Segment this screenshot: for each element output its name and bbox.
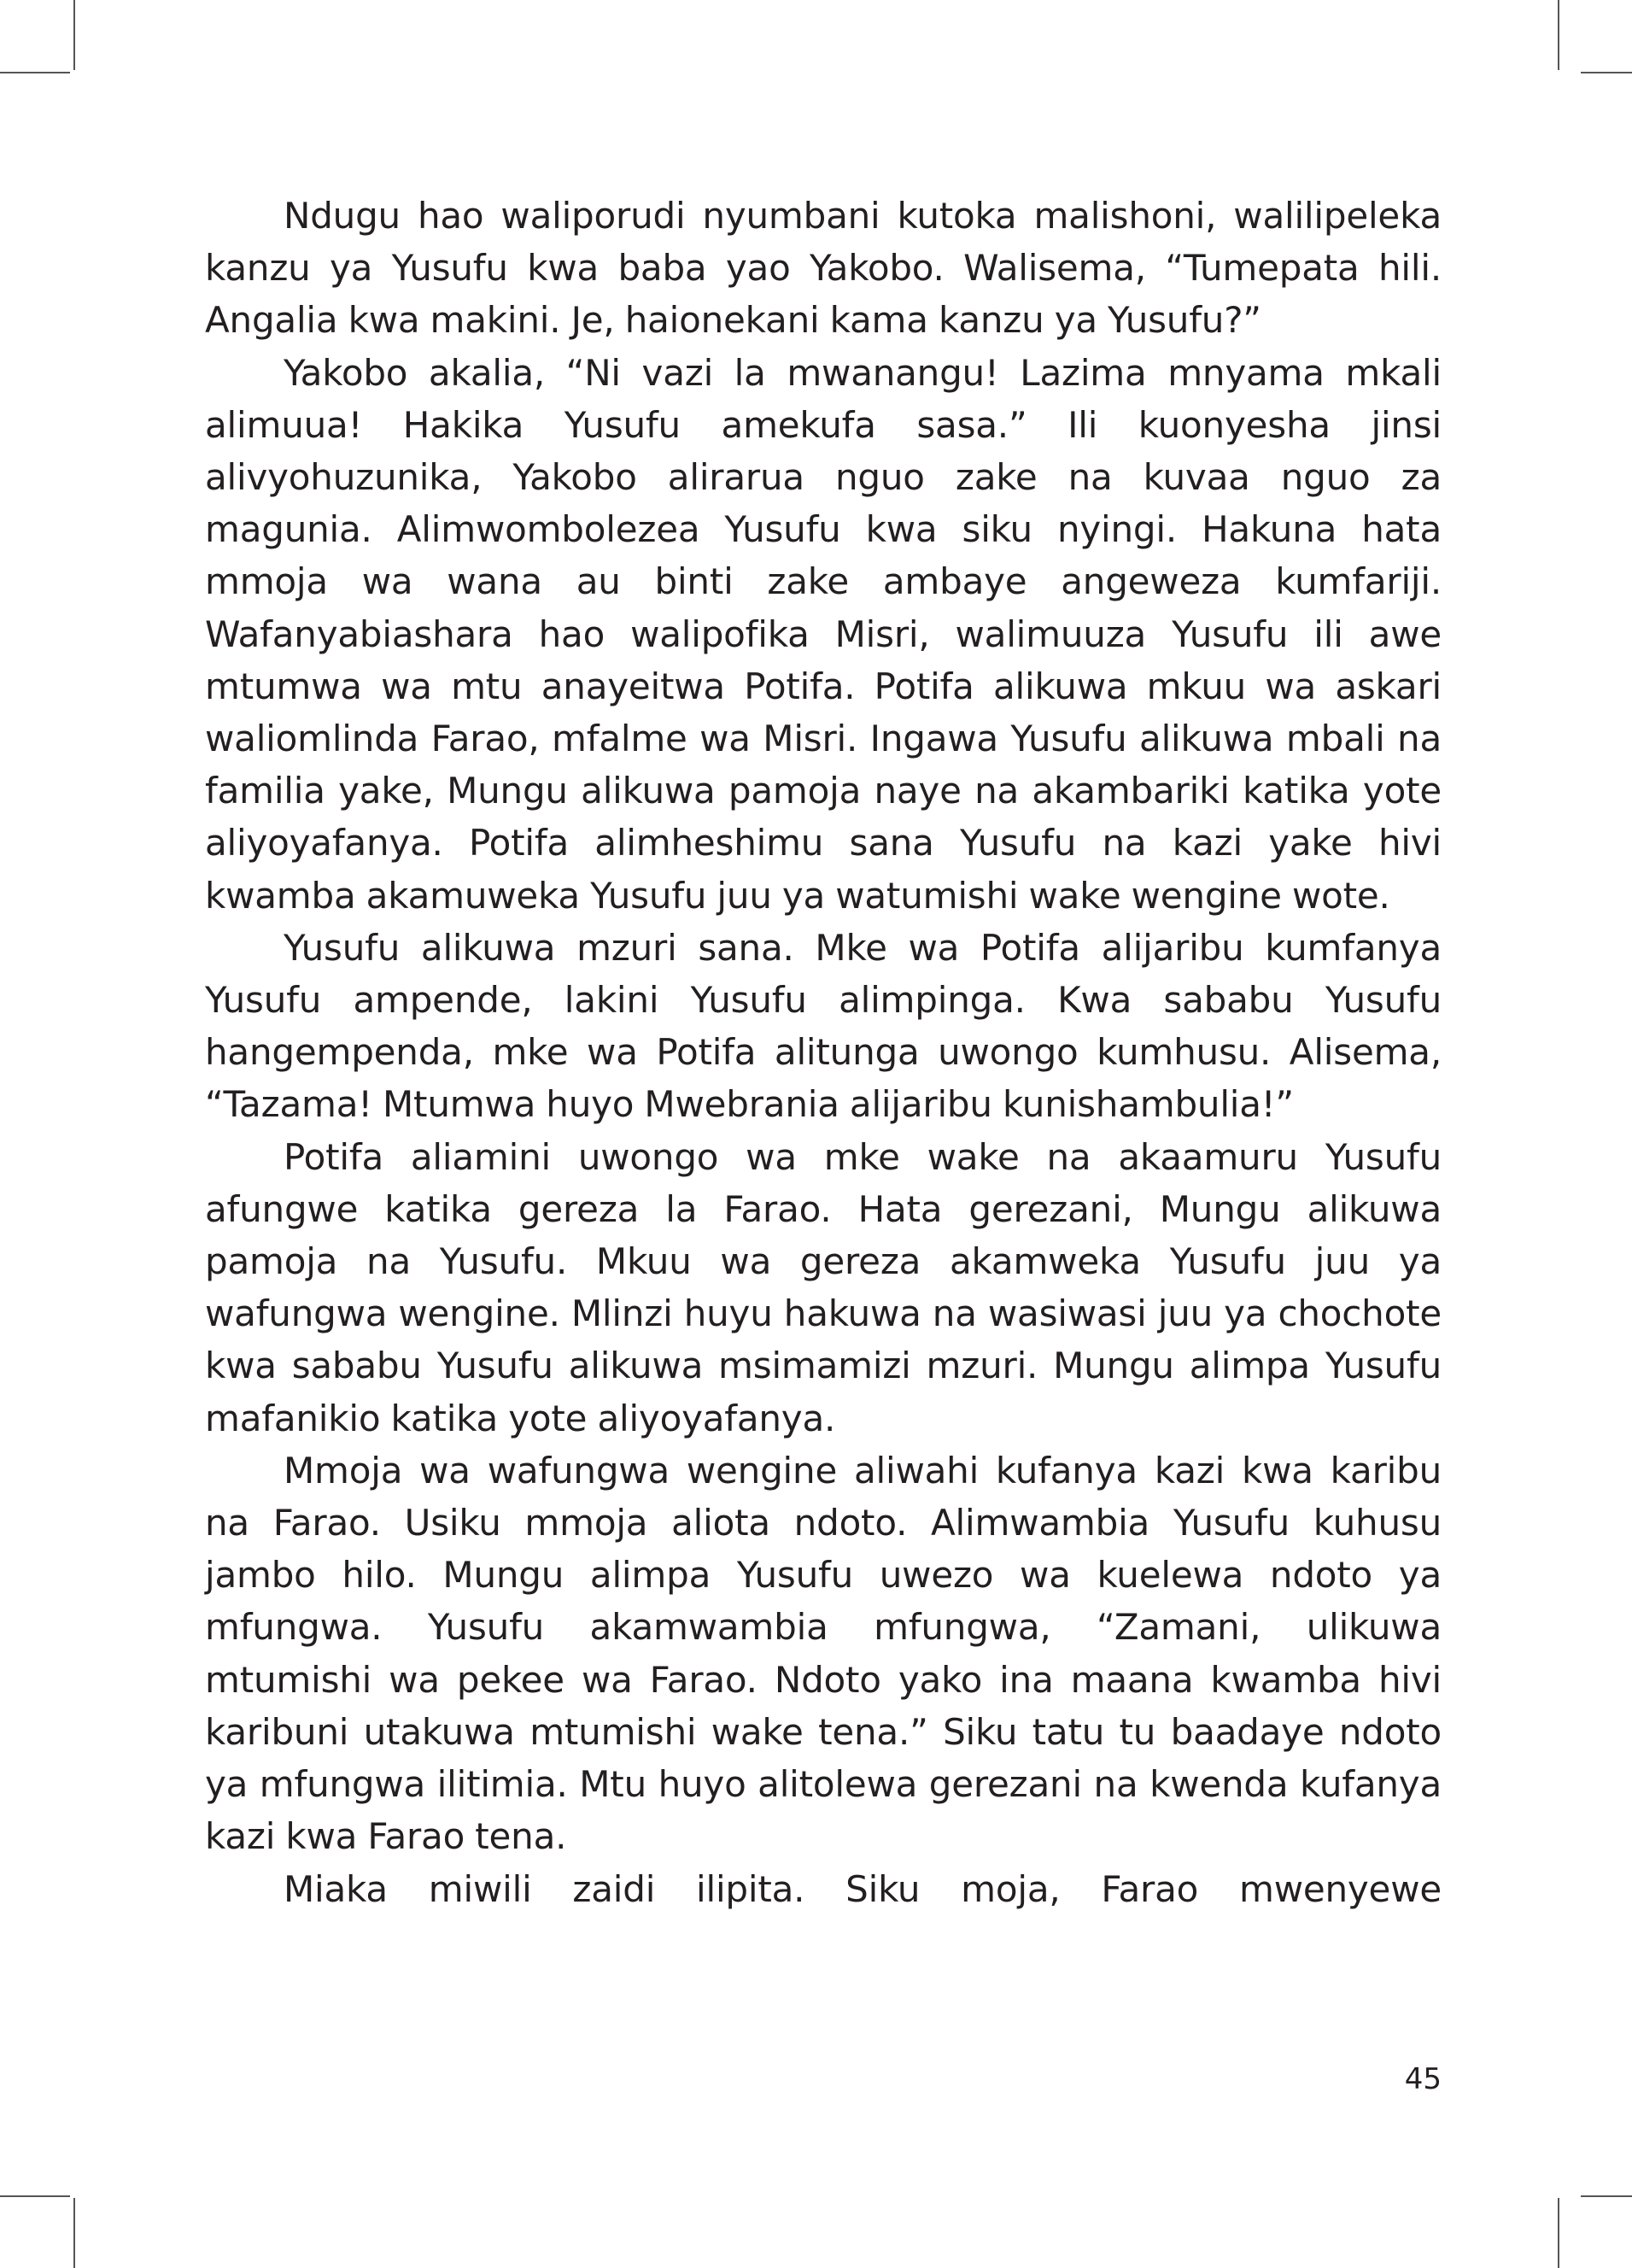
paragraph: Yusufu alikuwa mzuri sana. Mke wa Potifa alijaribu kumfanya Yusufu ampende, lakini Yusufu alimpinga. Kwa sababu Yusufu hangempenda, mke wa Potifa alitunga uwongo kumhusu. Alisema, “Tazama! Mtumwa huyo Mwebrania alijaribu kunishambulia!” bbox=[205, 926, 1442, 1126]
crop-mark-bottom-right-h bbox=[1581, 2195, 1632, 2197]
crop-mark-top-left-h bbox=[0, 72, 70, 73]
paragraph: Ndugu hao waliporudi nyumbani kutoka malishoni, walilipeleka kanzu ya Yusufu kwa baba yao Yakobo. Walisema, “Tumepata hili. Angalia kwa makini. Je, haionekani kama kanzu ya Yusufu?” bbox=[205, 195, 1442, 342]
paragraph: Miaka miwili zaidi ilipita. Siku moja, Farao mwenyewe bbox=[284, 1867, 1442, 1910]
crop-mark-bottom-right bbox=[1558, 2198, 1559, 2268]
crop-mark-top-left bbox=[73, 0, 75, 70]
crop-mark-top-right bbox=[1558, 0, 1559, 70]
crop-mark-bottom-left bbox=[73, 2198, 75, 2268]
crop-mark-bottom-left-h bbox=[0, 2195, 70, 2197]
crop-mark-top-right-h bbox=[1581, 72, 1632, 73]
paragraph: Mmoja wa wafungwa wengine aliwahi kufanya kazi kwa karibu na Farao. Usiku mmoja aliota ndoto. Alimwambia Yusufu kuhusu jambo hilo. Mungu alimpa Yusufu uwezo wa kuelewa ndoto ya mfungwa. Yusufu akamwambia mfungwa, “Zamani, ulikuwa mtumishi wa pekee wa Farao. Ndoto yako ina maana kwamba hivi karibuni utakuwa mtumishi wake tena.” Siku tatu tu baadaye ndoto ya mfungwa ilitimia. Mtu huyo alitolewa gerezani na kwenda kufanya kazi kwa Farao tena. bbox=[205, 1449, 1442, 1858]
paragraph: Yakobo akalia, “Ni vazi la mwanangu! Lazima mnyama mkali alimuua! Hakika Yusufu amekufa sasa.” Ili kuonyesha jinsi alivyohuzunika, Yakobo alirarua nguo zake na kuvaa nguo za magunia. Alimwombolezea Yusufu kwa siku nyingi. Hakuna hata mmoja wa wana au binti zake ambaye angeweza kumfariji. Wafanyabiashara hao walipofika Misri, walimuuza Yusufu ili awe mtumwa wa mtu anayeitwa Potifa. Potifa alikuwa mkuu wa askari waliomlinda Farao, mfalme wa Misri. Ingawa Yusufu alikuwa mbali na familia yake, Mungu alikuwa pamoja naye na akambariki katika yote aliyoyafanya. Potifa alimheshimu sana Yusufu na kazi yake hivi kwamba akamuweka Yusufu juu ya watumishi wake wengine wote. bbox=[205, 351, 1442, 917]
page-number: 45 bbox=[1404, 2062, 1442, 2096]
paragraph: Potifa aliamini uwongo wa mke wake na akaamuru Yusufu afungwe katika gereza la Farao. Hata gerezani, Mungu alikuwa pamoja na Yusufu. Mkuu wa gereza akamweka Yusufu juu ya wafungwa wengine. Mlinzi huyu hakuwa na wasiwasi juu ya chochote kwa sababu Yusufu alikuwa msimamizi mzuri. Mungu alimpa Yusufu mafanikio katika yote aliyoyafanya. bbox=[205, 1135, 1442, 1439]
body-text bbox=[205, 190, 1442, 1915]
